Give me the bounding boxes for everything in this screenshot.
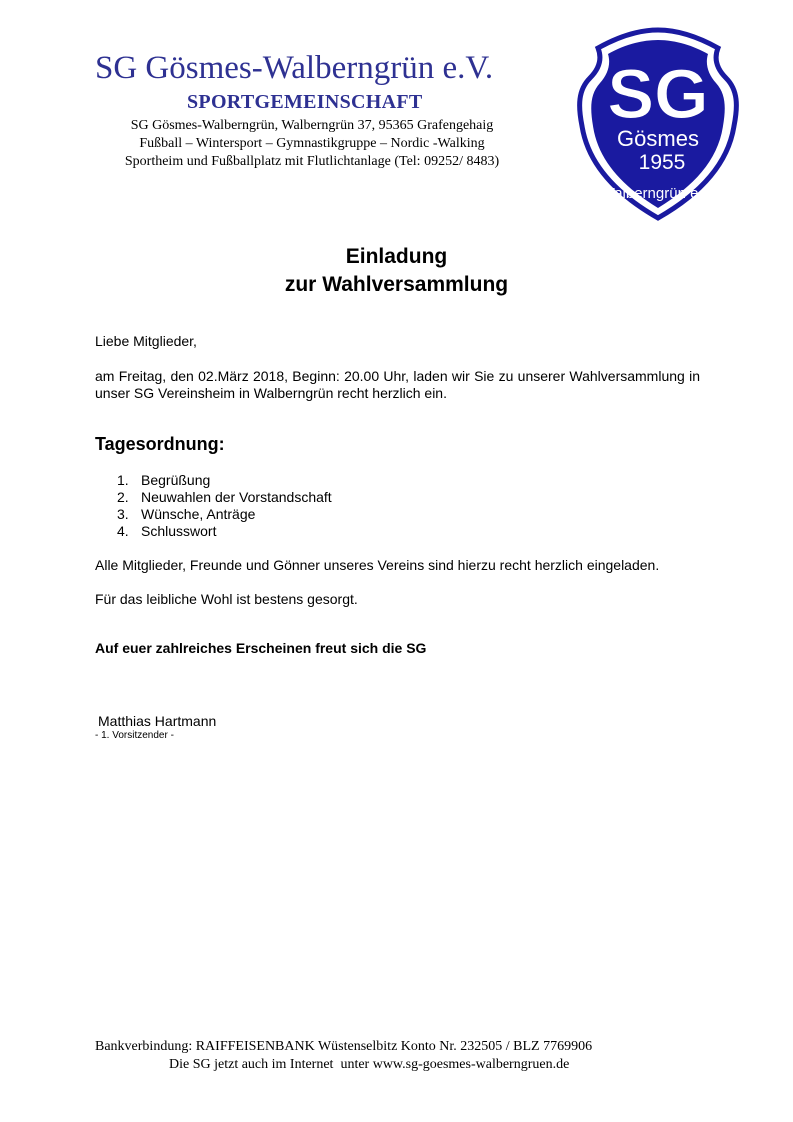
closing-line: Auf euer zahlreiches Erscheinen freut sich die SG	[95, 640, 427, 656]
club-sports: Fußball – Wintersport – Gymnastikgruppe – Nordic -Walking	[139, 136, 485, 151]
invite-line: Alle Mitglieder, Freunde und Gönner unseres Vereins sind hierzu recht herzlich eingeladen.	[95, 557, 660, 573]
club-logo	[576, 26, 740, 222]
agenda-item	[117, 506, 332, 523]
club-subtitle: SPORTGEMEINSCHAFT	[187, 91, 423, 113]
agenda-item	[117, 489, 332, 506]
svg-text:1955: 1955	[638, 151, 686, 174]
agenda-heading: Tagesordnung:	[95, 434, 225, 454]
agenda-item	[117, 472, 332, 489]
agenda-number: 3.	[117, 506, 129, 522]
agenda-number: 1.	[117, 472, 129, 488]
svg-text:SG: SG	[607, 55, 709, 133]
footer-web: Die SG jetzt auch im Internet unter www.sg-goesmes-walberngruen.de	[169, 1057, 570, 1072]
greeting: Liebe Mitglieder,	[95, 333, 197, 349]
club-facilities: Sportheim und Fußballplatz mit Flutlichtanlage (Tel: 09252/ 8483)	[124, 154, 500, 169]
food-line: Für das leibliche Wohl ist bestens gesorgt.	[95, 591, 358, 607]
club-address: SG Gösmes-Walberngrün, Walberngrün 37, 95365 Grafengehaig	[130, 118, 494, 133]
agenda-number: 4.	[117, 523, 129, 539]
agenda-text: Begrüßung	[141, 472, 211, 488]
agenda-text: Schlusswort	[141, 523, 217, 539]
agenda-text: Wünsche, Anträge	[141, 506, 256, 522]
invitation-paragraph: am Freitag, den 02.März 2018, Beginn: 20.00 Uhr, laden wir Sie zu unserer Wahlversammlung in unser SG Vereinsheim in Walberngrün recht herzlich ein.	[95, 368, 700, 401]
agenda-number: 2.	[117, 489, 129, 505]
club-name: SG Gösmes-Walberngrün e.V.	[95, 50, 494, 86]
document-title: Einladung	[345, 245, 448, 268]
agenda-list	[117, 472, 332, 540]
agenda-text: Neuwahlen der Vorstandschaft	[141, 489, 332, 505]
footer-bank: Bankverbindung: RAIFFEISENBANK Wüstenselbitz Konto Nr. 232505 / BLZ 7769906	[95, 1039, 593, 1054]
signer-name: Matthias Hartmann	[98, 713, 217, 729]
svg-text:Walberngrün e.V.: Walberngrün e.V.	[600, 185, 716, 202]
svg-text:Gösmes: Gösmes	[617, 126, 699, 151]
document-subtitle: zur Wahlversammlung	[284, 273, 509, 296]
signer-role: - 1. Vorsitzender -	[95, 730, 174, 741]
agenda-item	[117, 523, 332, 540]
